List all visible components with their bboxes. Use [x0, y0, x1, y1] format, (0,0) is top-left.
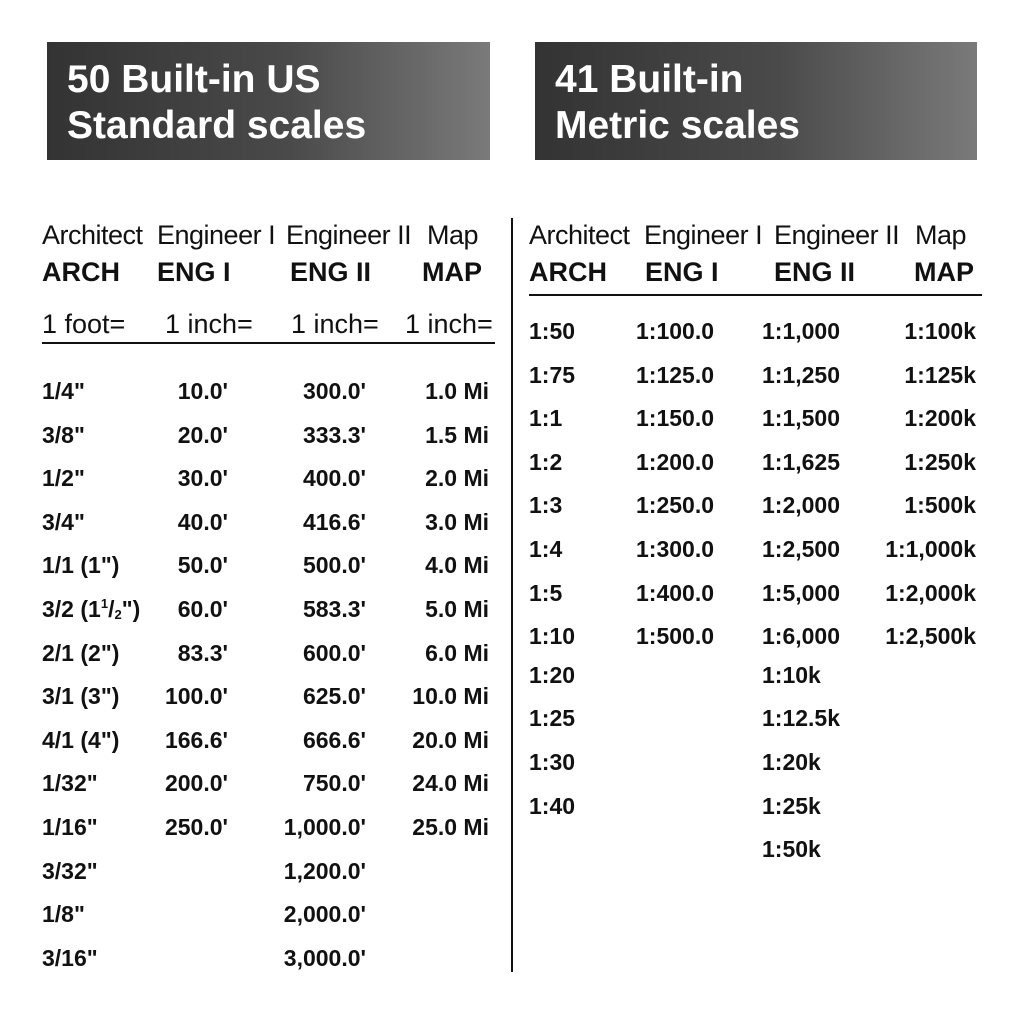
- us-col-eng1-unit: 1 inch=: [165, 309, 253, 339]
- metric-eng2-cell: 1:25k: [762, 793, 821, 819]
- us-arch-cell: 2/1 (2"): [42, 639, 120, 666]
- metric-eng2-cell: 1:1,500: [762, 405, 841, 431]
- us-col-eng2-unit: 1 inch=: [291, 309, 379, 339]
- metric-map-cell: 1:125k: [904, 362, 976, 388]
- us-col-eng1-label: Engineer I: [157, 220, 276, 250]
- us-map-cell: 3.0 Mi: [425, 508, 489, 535]
- us-arch-cell: 1/1 (1"): [42, 552, 120, 579]
- us-arch-cell: 1/2": [42, 465, 85, 492]
- us-eng1-cell: 100.0': [164, 683, 228, 710]
- us-arch-cell: 3/8": [42, 421, 85, 448]
- us-map-cell: 5.0 Mi: [425, 596, 489, 622]
- us-map-cell: 1.0 Mi: [425, 378, 489, 404]
- metric-arch-cell: 1:2: [529, 449, 563, 475]
- us-eng2-cell: 1,200.0': [283, 857, 366, 884]
- us-eng1-cell: 50.0': [177, 552, 228, 579]
- us-eng2-cell: 600.0': [302, 639, 366, 666]
- us-eng2-cell: 1,000.0': [283, 814, 366, 840]
- metric-arch-cell: 1:10: [529, 623, 576, 649]
- metric-eng1-cell: 1:100.0: [636, 318, 715, 344]
- metric-arch-cell: 1:75: [529, 362, 576, 388]
- us-eng2-cell: 583.3': [302, 596, 366, 622]
- metric-col-eng2-code: ENG II: [774, 257, 856, 287]
- metric-col-map-label: Map: [915, 220, 967, 250]
- metric-col-arch-label: Architect: [529, 220, 630, 250]
- us-map-cell: 24.0 Mi: [412, 770, 489, 797]
- metric-arch-cell: 1:25: [529, 705, 576, 731]
- us-arch-cell: 3/2 $(1^1/_2")$: [42, 596, 141, 622]
- us-header-rule: [42, 342, 495, 344]
- us-eng1-cell: 83.3': [177, 639, 228, 666]
- us-eng2-cell: 500.0': [302, 552, 366, 579]
- us-arch-cell: 4/1 (4"): [42, 726, 120, 753]
- us-col-eng1-code: ENG I: [157, 257, 231, 287]
- metric-eng1-cell: 1:300.0: [636, 536, 715, 562]
- metric-arch-cell: 1:1: [529, 405, 563, 431]
- metric-arch-cell: 1:3: [529, 492, 563, 518]
- us-eng2-cell: 750.0': [302, 770, 366, 797]
- us-eng1-cell: 40.0': [177, 508, 228, 535]
- us-map-cell: 20.0 Mi: [412, 726, 489, 753]
- us-eng1-cell: 200.0': [164, 770, 228, 797]
- metric-eng2-cell: 1:2,000: [762, 492, 841, 518]
- us-eng2-cell: 625.0': [302, 683, 366, 710]
- us-map-cell: 10.0 Mi: [412, 683, 489, 710]
- us-col-map-label: Map: [427, 220, 479, 250]
- metric-eng2-cell: 1:1,625: [762, 449, 841, 475]
- metric-eng2-cell: 1:2,500: [762, 536, 841, 562]
- us-eng2-cell: 3,000.0': [283, 944, 366, 971]
- us-arch-cell: 1/8": [42, 901, 85, 928]
- us-map-cell: 4.0 Mi: [425, 552, 489, 579]
- us-eng2-cell: 300.0': [302, 378, 366, 404]
- metric-scales-banner: [535, 42, 977, 160]
- us-arch-cell: 1/4": [42, 378, 85, 404]
- metric-arch-cell: 1:5: [529, 580, 563, 606]
- us-eng1-cell: 10.0': [177, 378, 228, 404]
- us-arch-cell: 3/4": [42, 508, 85, 535]
- metric-eng2-cell: 1:1,250: [762, 362, 841, 388]
- us-col-eng2-code: ENG II: [290, 257, 372, 287]
- metric-arch-cell: 1:50: [529, 318, 576, 344]
- metric-arch-cell: 1:40: [529, 793, 576, 819]
- metric-col-eng1-code: ENG I: [645, 257, 719, 287]
- metric-col-eng2-label: Engineer II: [774, 220, 900, 250]
- metric-arch-cell: 1:30: [529, 749, 576, 775]
- metric-eng1-cell: 1:250.0: [636, 492, 715, 518]
- metric-col-map-code: MAP: [914, 257, 974, 287]
- metric-map-cell: 1:200k: [904, 405, 976, 431]
- section-divider: [511, 218, 513, 972]
- metric-map-cell: 1:100k: [904, 318, 976, 344]
- metric-eng2-cell: 1:20k: [762, 749, 821, 775]
- metric-banner-line1: 41 Built-in: [555, 58, 744, 101]
- metric-eng1-cell: 1:200.0: [636, 449, 715, 475]
- us-col-map-code: MAP: [422, 257, 482, 287]
- metric-eng2-cell: 1:1,000: [762, 318, 841, 344]
- metric-banner-line2: Metric scales: [555, 104, 800, 147]
- us-eng2-cell: 333.3': [302, 421, 366, 448]
- metric-eng1-cell: 1:150.0: [636, 405, 715, 431]
- us-arch-cell: 1/16": [42, 814, 98, 840]
- metric-arch-cell: 1:4: [529, 536, 563, 562]
- metric-eng1-cell: 1:400.0: [636, 580, 715, 606]
- us-eng2-cell: 416.6': [302, 508, 366, 535]
- us-banner-line2: Standard scales: [67, 104, 367, 147]
- metric-eng2-cell: 1:10k: [762, 662, 821, 688]
- us-arch-cell: 1/32": [42, 770, 98, 797]
- us-map-cell: 2.0 Mi: [425, 465, 489, 492]
- us-eng1-cell: 166.6': [164, 726, 228, 753]
- us-col-arch-code: ARCH: [42, 257, 120, 287]
- metric-eng1-cell: 1:500.0: [636, 623, 715, 649]
- us-eng1-cell: 250.0': [164, 814, 228, 840]
- us-eng2-cell: 400.0': [302, 465, 366, 492]
- us-eng2-cell: 2,000.0': [283, 901, 366, 928]
- us-scales-banner: [47, 42, 490, 160]
- metric-map-cell: 1:2,500k: [885, 623, 976, 649]
- us-arch-cell: 3/16": [42, 944, 98, 971]
- metric-map-cell: 1:500k: [904, 492, 976, 518]
- us-map-cell: 25.0 Mi: [412, 814, 489, 840]
- metric-arch-cell: 1:20: [529, 662, 576, 688]
- us-banner-line1: 50 Built-in US: [67, 58, 321, 101]
- us-map-cell: 6.0 Mi: [425, 639, 489, 666]
- us-col-eng2-label: Engineer II: [286, 220, 412, 250]
- us-eng1-cell: 60.0': [177, 596, 228, 622]
- us-col-arch-unit: 1 foot=: [42, 309, 126, 339]
- metric-eng2-cell: 1:5,000: [762, 580, 841, 606]
- us-arch-cell: 3/1 (3"): [42, 683, 120, 710]
- metric-header-rule: [529, 294, 982, 296]
- us-eng2-cell: 666.6': [302, 726, 366, 753]
- metric-eng1-cell: 1:125.0: [636, 362, 715, 388]
- metric-col-arch-code: ARCH: [529, 257, 607, 287]
- metric-eng2-cell: 1:12.5k: [762, 705, 841, 731]
- us-eng1-cell: 30.0': [177, 465, 228, 492]
- us-arch-cell: 3/32": [42, 857, 98, 884]
- us-eng1-cell: 20.0': [177, 421, 228, 448]
- us-col-map-unit: 1 inch=: [405, 309, 493, 339]
- metric-map-cell: 1:250k: [904, 449, 976, 475]
- metric-eng2-cell: 1:6,000: [762, 623, 841, 649]
- us-col-arch-label: Architect: [42, 220, 143, 250]
- metric-eng2-cell: 1:50k: [762, 836, 821, 862]
- metric-map-cell: 1:1,000k: [885, 536, 976, 562]
- us-map-cell: 1.5 Mi: [425, 421, 489, 448]
- metric-col-eng1-label: Engineer I: [644, 220, 763, 250]
- metric-map-cell: 1:2,000k: [885, 580, 976, 606]
